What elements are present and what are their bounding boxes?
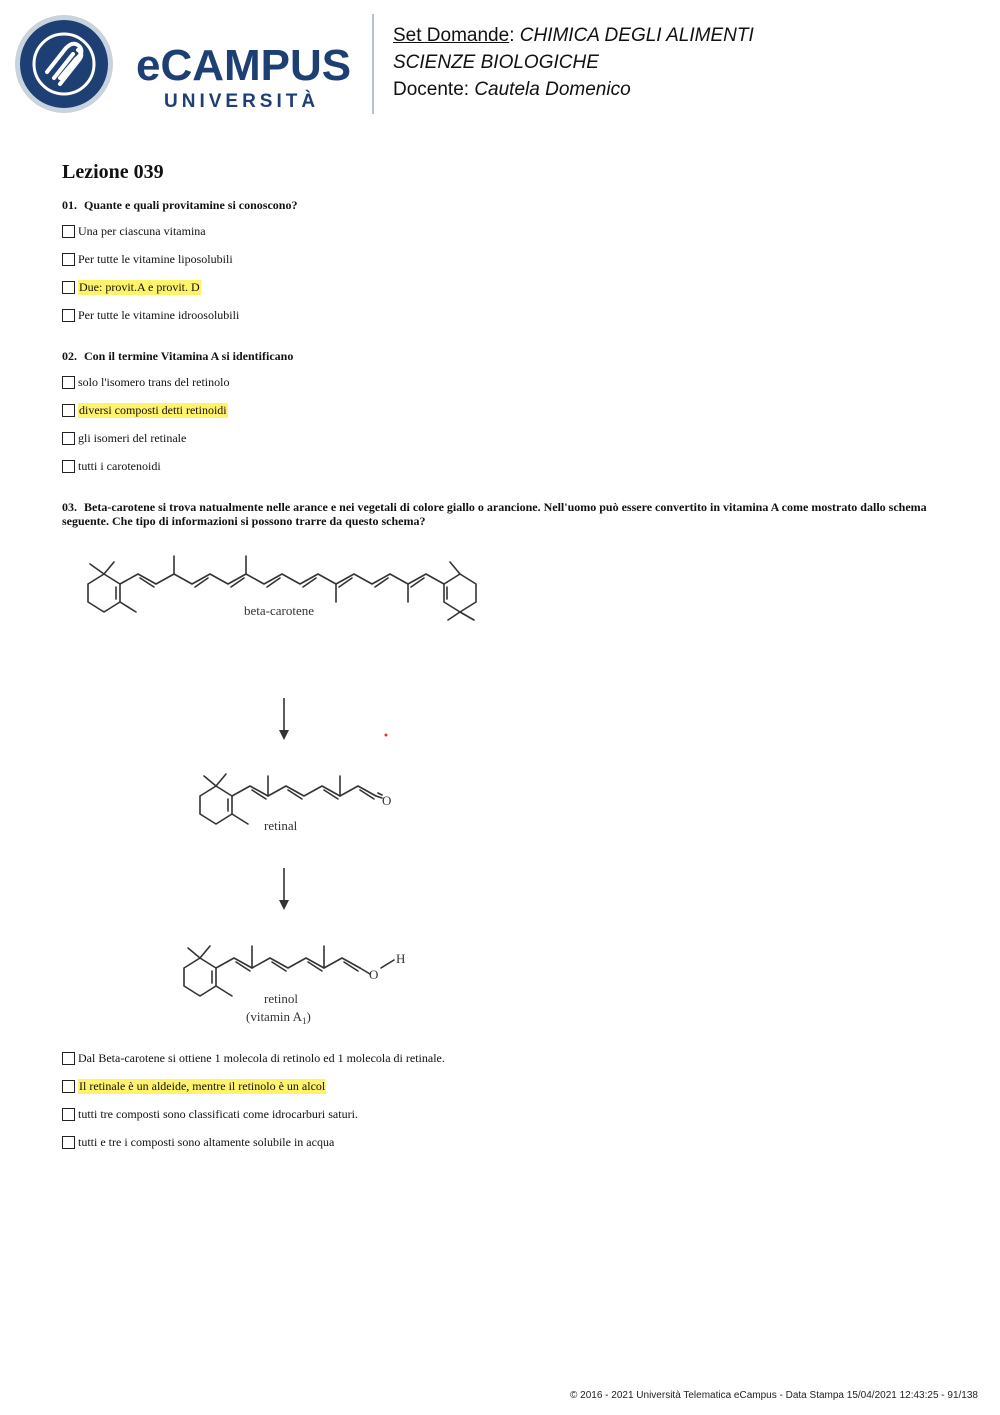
- degree-name: SCIENZE BIOLOGICHE: [393, 52, 599, 73]
- vitamin-a1-label: (vitamin $A_1$): [246, 1009, 311, 1026]
- checkbox[interactable]: [62, 404, 75, 417]
- question-text: Beta-carotene si trova natualmente nelle arance e nei vegetali di colore giallo o arancione. Nell'uomo può essere convertito in vitamina A come mostrato dallo schema seguente. Che tipo di informazioni si possono trarre da questo schema?: [62, 500, 927, 528]
- question-text: Quante e quali provitamine si conoscono?: [84, 198, 298, 212]
- checkbox[interactable]: [62, 1080, 75, 1093]
- retinol-hydrogen: H: [396, 951, 406, 966]
- header-info: Set Domande: CHIMICA DEGLI ALIMENTI SCIENZE BIOLOGICHE Docente: Cautela Domenico: [393, 22, 983, 103]
- docente-label: Docente:: [393, 79, 475, 100]
- checkbox[interactable]: [62, 253, 75, 266]
- arrow-down-icon: [279, 698, 289, 740]
- option-text: Per tutte le vitamine liposolubili: [78, 252, 233, 266]
- option-text: tutti tre composti sono classificati come idrocarburi saturi.: [78, 1107, 358, 1121]
- retinol-label: retinol: [264, 991, 298, 1006]
- header-divider: [372, 14, 374, 114]
- question-02: [62, 349, 942, 363]
- option-text: tutti e tre i composti sono altamente solubile in acqua: [78, 1135, 335, 1149]
- question-number: 02.: [62, 349, 77, 363]
- option-text: solo l'isomero trans del retinolo: [78, 375, 230, 389]
- answer-option-correct[interactable]: [62, 402, 228, 419]
- beta-carotene-right-ring: [444, 562, 476, 620]
- beta-carotene-label: beta-carotene: [244, 603, 315, 618]
- retinol-oxygen: O: [369, 967, 379, 982]
- question-number: 03.: [62, 500, 77, 514]
- checkbox[interactable]: [62, 1136, 75, 1149]
- retinal-oxygen: O: [382, 793, 392, 808]
- option-text: Per tutte le vitamine idroosolubili: [78, 308, 240, 322]
- page-footer: © 2016 - 2021 Università Telematica eCampus - Data Stampa 15/04/2021 12:43:25 - 91/138: [570, 1390, 978, 1401]
- course-name: CHIMICA DEGLI ALIMENTI: [519, 25, 754, 46]
- option-text-highlighted: Due: provit.A e provit. D: [79, 280, 200, 294]
- option-text-highlighted: diversi composti detti retinoidi: [79, 403, 227, 417]
- answer-option[interactable]: [62, 251, 233, 268]
- question-text: Con il termine Vitamina A si identificano: [84, 349, 294, 363]
- answer-option-correct[interactable]: [62, 1078, 326, 1095]
- arrow-down-icon: [279, 868, 289, 910]
- answer-option[interactable]: [62, 1106, 358, 1123]
- option-text: Una per ciascuna vitamina: [78, 224, 206, 238]
- answer-option[interactable]: [62, 430, 186, 447]
- answer-option[interactable]: [62, 1134, 334, 1151]
- checkbox[interactable]: [62, 281, 75, 294]
- checkbox[interactable]: [62, 1052, 75, 1065]
- question-01: [62, 198, 942, 212]
- ecampus-logo: [14, 14, 359, 118]
- checkbox[interactable]: [62, 432, 75, 445]
- checkbox[interactable]: [62, 460, 75, 473]
- docente-name: Cautela Domenico: [474, 79, 631, 100]
- set-domande-label: Set Domande: [393, 25, 510, 46]
- answer-option[interactable]: [62, 223, 206, 240]
- lesson-title: Lezione 039: [62, 161, 164, 183]
- checkbox[interactable]: [62, 309, 75, 322]
- answer-option[interactable]: [62, 374, 229, 391]
- checkbox[interactable]: [62, 376, 75, 389]
- checkbox[interactable]: [62, 1108, 75, 1121]
- beta-carotene-chain: [120, 574, 444, 584]
- answer-option-correct[interactable]: [62, 279, 201, 296]
- option-text: tutti i carotenoidi: [78, 459, 161, 473]
- retinal-ring: [200, 774, 248, 824]
- brand-sub-wordmark: UNIVERSITÀ: [164, 91, 320, 112]
- retinol-ring: [184, 946, 232, 996]
- beta-carotene-left-ring: [88, 562, 136, 612]
- answer-option[interactable]: [62, 1050, 445, 1067]
- option-text: gli isomeri del retinale: [78, 431, 187, 445]
- answer-option[interactable]: [62, 458, 161, 475]
- retinal-label: retinal: [264, 818, 298, 833]
- stray-dot: [385, 734, 388, 737]
- answer-option[interactable]: [62, 307, 239, 324]
- question-03: [62, 500, 942, 528]
- option-text: Dal Beta-carotene si ottiene 1 molecola di retinolo ed 1 molecola di retinale.: [78, 1051, 445, 1065]
- conversion-scheme: [74, 536, 504, 1036]
- option-text-highlighted: Il retinale è un aldeide, mentre il retinolo è un alcol: [79, 1079, 326, 1093]
- question-number: 01.: [62, 198, 77, 212]
- brand-wordmark: eCAMPUS: [136, 41, 352, 90]
- checkbox[interactable]: [62, 225, 75, 238]
